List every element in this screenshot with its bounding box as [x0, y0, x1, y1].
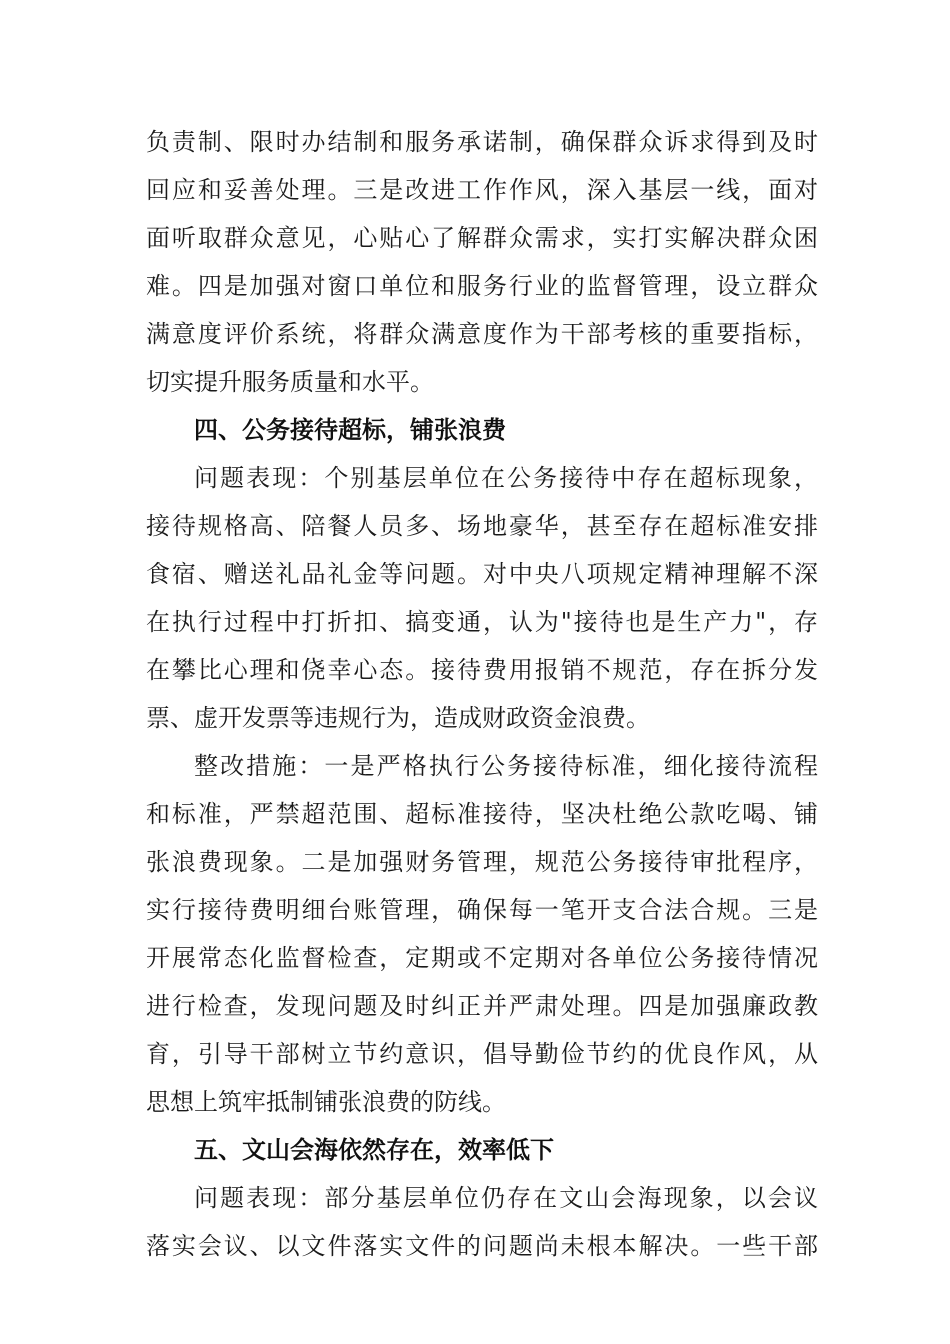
paragraph-problem-meetings [146, 1174, 818, 1270]
text-line: 难。四是加强对窗口单位和服务行业的监督管理，设立群众 [146, 272, 818, 300]
text-line: 和标准，严禁超范围、超标准接待，坚决杜绝公款吃喝、铺 [146, 800, 818, 828]
document-body [146, 118, 818, 1270]
section-heading-4: 四、公务接待超标，铺张浪费 [194, 416, 506, 444]
text-line: 问题表现：部分基层单位仍存在文山会海现象，以会议 [194, 1184, 818, 1212]
text-line: 在攀比心理和侥幸心态。接待费用报销不规范，存在拆分发 [146, 656, 818, 684]
text-line: 回应和妥善处理。三是改进工作作风，深入基层一线，面对 [146, 176, 818, 204]
text-line: 问题表现：个别基层单位在公务接待中存在超标现象， [194, 464, 818, 492]
text-line: 张浪费现象。二是加强财务管理，规范公务接待审批程序， [146, 848, 818, 876]
text-line: 思想上筑牢抵制铺张浪费的防线。 [146, 1088, 506, 1116]
text-line: 开展常态化监督检查，定期或不定期对各单位公务接待情况 [146, 944, 818, 972]
text-line: 在执行过程中打折扣、搞变通，认为"接待也是生产力"，存 [146, 608, 818, 636]
paragraph-rectification-reception [146, 742, 818, 1126]
text-line: 实行接待费明细台账管理，确保每一笔开支合法合规。三是 [146, 896, 818, 924]
text-line: 整改措施：一是严格执行公务接待标准，细化接待流程 [194, 752, 818, 780]
section-heading-5: 五、文山会海依然存在，效率低下 [194, 1136, 554, 1164]
paragraph-problem-reception [146, 454, 818, 742]
text-line: 面听取群众意见，心贴心了解群众需求，实打实解决群众困 [146, 224, 818, 252]
text-line: 落实会议、以文件落实文件的问题尚未根本解决。一些干部 [146, 1232, 818, 1260]
text-line: 切实提升服务质量和水平。 [146, 368, 434, 396]
text-line: 接待规格高、陪餐人员多、场地豪华，甚至存在超标准安排 [146, 512, 818, 540]
text-line: 进行检查，发现问题及时纠正并严肃处理。四是加强廉政教 [146, 992, 818, 1020]
text-line: 育，引导干部树立节约意识，倡导勤俭节约的优良作风，从 [146, 1040, 818, 1068]
text-line: 食宿、赠送礼品礼金等问题。对中央八项规定精神理解不深 [146, 560, 818, 588]
paragraph-service-measures [146, 118, 818, 406]
text-line: 负责制、限时办结制和服务承诺制，确保群众诉求得到及时 [146, 128, 818, 156]
text-line: 票、虚开发票等违规行为，造成财政资金浪费。 [146, 704, 650, 732]
text-line: 满意度评价系统，将群众满意度作为干部考核的重要指标， [146, 320, 818, 348]
